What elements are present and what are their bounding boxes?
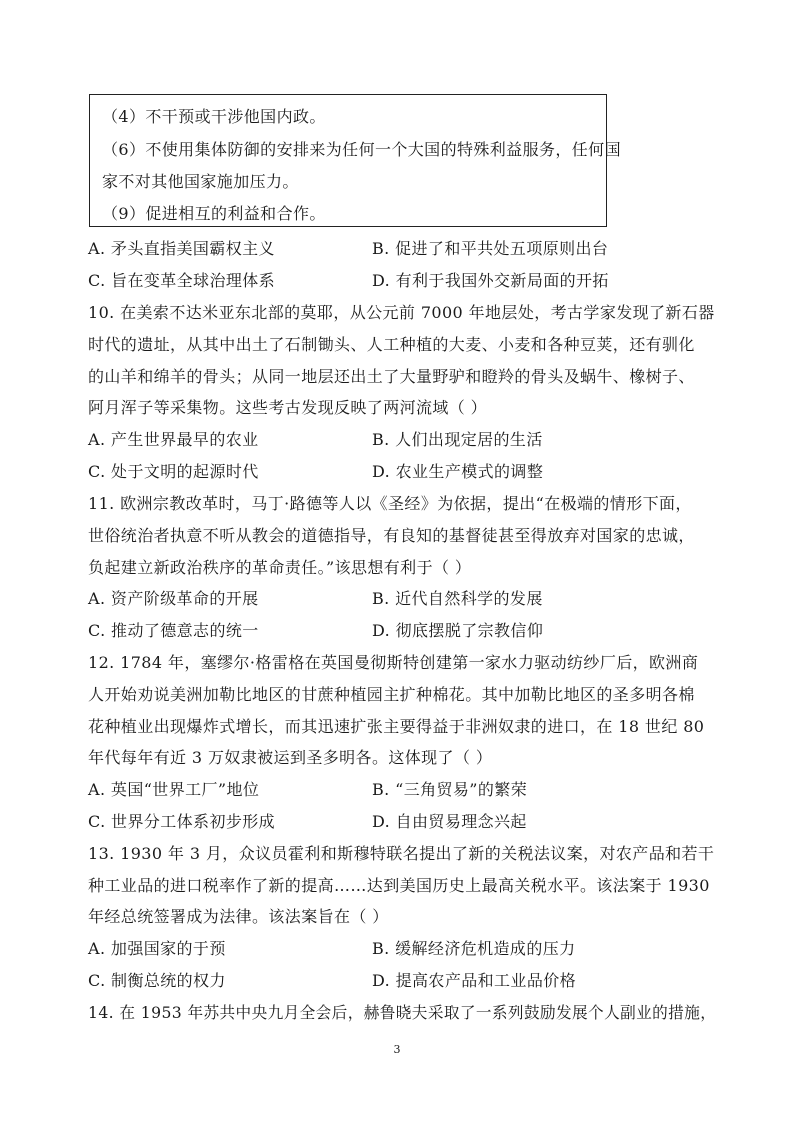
- option-b: B. “三角贸易”的繁荣: [372, 780, 528, 799]
- question-line: 阿月浑子等采集物。这些考古发现反映了两河流域（ ）: [88, 398, 488, 417]
- question-line: 种工业品的进口税率作了新的提高……达到美国历史上最高关税水平。该法案于 1930: [88, 876, 710, 895]
- option-b: B. 近代自然科学的发展: [372, 589, 543, 608]
- question-line: 世俗统治者执意不听从教会的道德指导，有良知的基督徒甚至得放弃对国家的忠诚，: [88, 526, 695, 545]
- quote-line: （9）促进相互的利益和合作。: [102, 204, 326, 223]
- question-line: 年经总统签署成为法律。该法案旨在（ ）: [88, 907, 389, 926]
- question-line: 11. 欧洲宗教改革时，马丁·路德等人以《圣经》为依据，提出“在极端的情形下面，: [88, 494, 692, 513]
- option-d: D. 自由贸易理念兴起: [372, 812, 527, 831]
- question-line: 13. 1930 年 3 月，众议员霍利和斯穆特联名提出了新的关税法议案，对农产品和若干: [88, 844, 715, 863]
- question-line: 10. 在美索不达米亚东北部的莫耶，从公元前 7000 年地层处，考古学家发现了新石器: [88, 303, 715, 322]
- question-line: 年代每年有近 3 万奴隶被运到圣多明各。这体现了（ ）: [88, 748, 493, 767]
- option-b: B. 人们出现定居的生活: [372, 430, 543, 449]
- option-d: D. 彻底摆脱了宗教信仰: [372, 621, 544, 640]
- option-a: A. 产生世界最早的农业: [88, 430, 259, 449]
- option-a: A. 英国“世界工厂”地位: [88, 780, 260, 799]
- option-a: A. 矛头直指美国霸权主义: [88, 239, 275, 258]
- quote-line: 家不对其他国家施加压力。: [102, 172, 299, 191]
- option-c: C. 制衡总统的权力: [88, 971, 226, 990]
- question-line: 12. 1784 年，塞缪尔·格雷格在英国曼彻斯特创建第一家水力驱动纺纱厂后，欧洲商: [88, 653, 699, 672]
- option-d: D. 有利于我国外交新局面的开拓: [372, 271, 609, 290]
- page-number: 3: [393, 1043, 401, 1056]
- option-c: C. 处于文明的起源时代: [88, 462, 259, 481]
- option-a: A. 资产阶级革命的开展: [88, 589, 259, 608]
- question-line: 时代的遗址，从其中出土了石制锄头、人工种植的大麦、小麦和各种豆荚，还有驯化: [88, 335, 695, 354]
- question-line: 14. 在 1953 年苏共中央九月全会后，赫鲁晓夫采取了一系列鼓励发展个人副业的措施，: [88, 1003, 717, 1022]
- option-c: C. 世界分工体系初步形成: [88, 812, 276, 831]
- option-b: B. 缓解经济危机造成的压力: [372, 939, 576, 958]
- option-d: D. 农业生产模式的调整: [372, 462, 544, 481]
- quote-line: （6）不使用集体防御的安排来为任何一个大国的特殊利益服务，任何国: [102, 140, 621, 159]
- question-line: 的山羊和绵羊的骨头；从同一地层还出土了大量野驴和瞪羚的骨头及蜗牛、橡树子、: [88, 367, 695, 386]
- question-line: 花种植业出现爆炸式增长，而其迅速扩张主要得益于非洲奴隶的进口，在 18 世纪 80: [88, 717, 705, 736]
- question-line: 负起建立新政治秩序的革命责任。”该思想有利于（ ）: [88, 558, 472, 577]
- option-a: A. 加强国家的于预: [88, 939, 226, 958]
- option-c: C. 推动了德意志的统一: [88, 621, 259, 640]
- option-c: C. 旨在变革全球治理体系: [88, 271, 276, 290]
- quote-line: （4）不干预或干涉他国内政。: [102, 107, 326, 126]
- option-b: B. 促进了和平共处五项原则出台: [372, 239, 609, 258]
- option-d: D. 提高农产品和工业品价格: [372, 971, 577, 990]
- question-line: 人开始劝说美洲加勒比地区的甘蔗种植园主扩种棉花。其中加勒比地区的圣多明各棉: [88, 685, 695, 704]
